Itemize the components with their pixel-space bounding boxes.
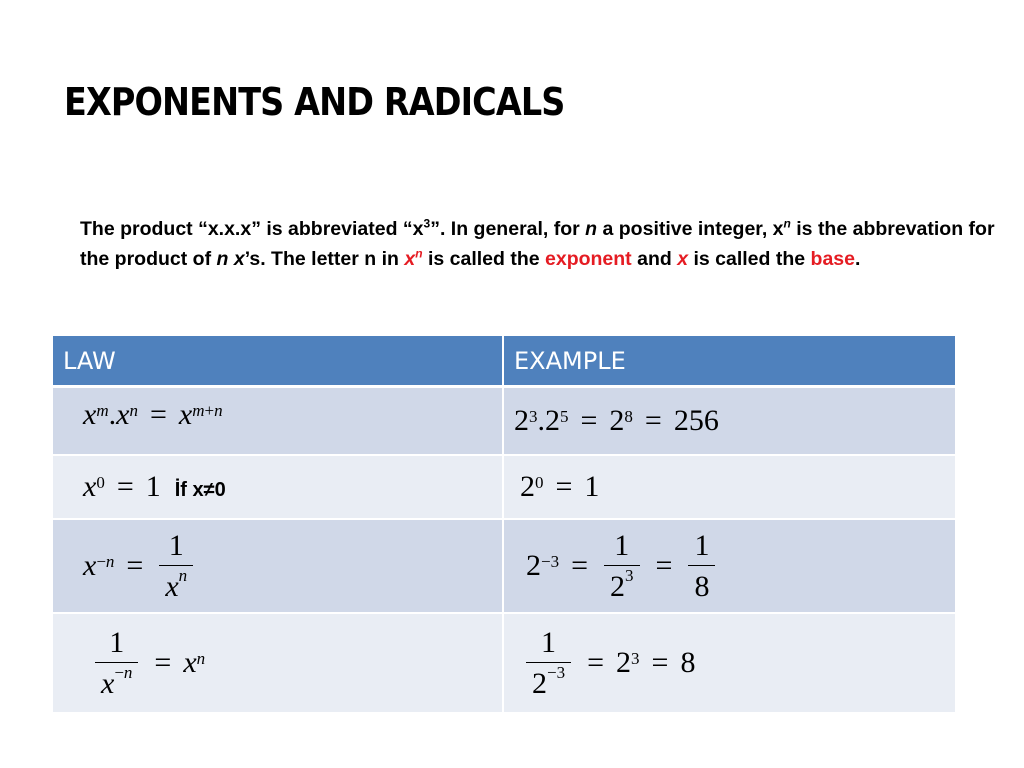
exponent-term: exponent — [545, 248, 632, 270]
law-negative-exponent: x $^{-n}$ = $\frac{1}{x^n}$ — [53, 519, 503, 613]
exponent-laws-table — [53, 336, 957, 714]
condition-note: İf x≠0 — [174, 479, 226, 501]
header-example: EXAMPLE — [503, 336, 956, 387]
table-row — [53, 387, 956, 456]
example-reciprocal-negative-exponent: $\frac{1}{2^{-3}}$ = 2 $^3$ = 8 — [503, 613, 956, 713]
table-row — [53, 455, 956, 519]
header-law: LAW — [53, 336, 503, 387]
table-row — [53, 519, 956, 613]
base-term: base — [810, 248, 855, 270]
example-zero-exponent: 2 $^0$ = 1 — [503, 455, 956, 519]
table-row — [53, 613, 956, 713]
law-reciprocal-negative-exponent: $\frac{1}{x^{-n}}$ = x $^n$ — [53, 613, 503, 713]
example-negative-exponent: 2 $^{-3}$ = $\frac{1}{2^3}$ = $\frac{1}{8}$ — [503, 519, 956, 613]
law-zero-exponent: x $^0$ = 1 İf x≠0 — [53, 455, 503, 519]
example-product-rule: 2 $^3$ .2 $^5$ = 2 $^8$ = 256 — [503, 387, 956, 456]
law-product-rule: x $^m$ . x $^n$ = x $^{m +n}$ — [53, 387, 503, 456]
page-title: EXPONENTS AND RADICALS — [64, 80, 565, 124]
intro-paragraph: The product “x.x.x” is abbreviated “$x^3$”. In general, for n a positive integer, $x^n$ is the abbrevation for the product of n x’s. The letter n in $x^n$ is called the exponent and x is called the base. — [80, 216, 995, 270]
